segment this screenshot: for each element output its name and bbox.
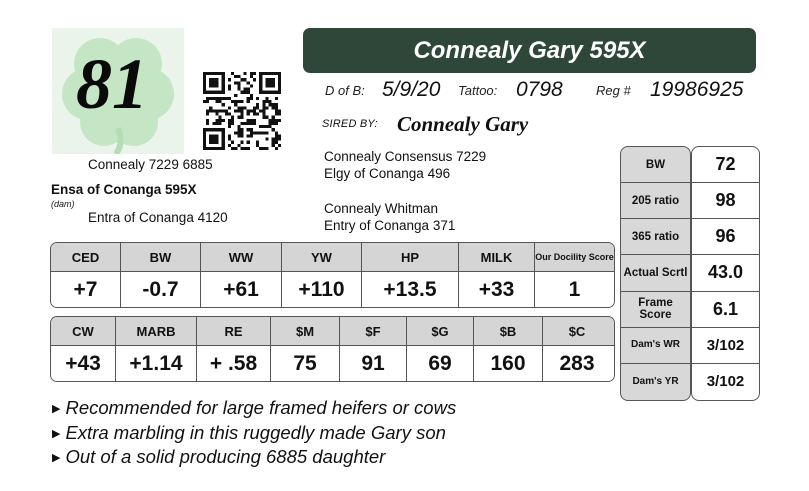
stat-label-scrotal: Actual Scrtl [621, 255, 690, 291]
stat-label-dams-yr: Dam's YR [632, 375, 679, 387]
lot-number: 81 [76, 44, 148, 124]
epd-value-re: + .58 [197, 346, 271, 381]
pedigree-dam-sire: Connealy 7229 6885 [88, 157, 213, 172]
epd-header-bw: BW [121, 243, 201, 271]
epd-header-dollar-c: $C [568, 323, 586, 339]
epd-value-milk: +33 [459, 272, 535, 307]
epd-value-docility: 1 [568, 277, 581, 301]
stat-value-dams-wr: 3/102 [692, 328, 759, 364]
stat-label-365-ratio: 365 ratio [621, 219, 690, 255]
stat-value-frame-score: 6.1 [692, 292, 759, 328]
epd-table-carcass [50, 316, 615, 382]
comment-text: Recommended for large framed heifers or cows [65, 397, 457, 418]
pedigree-sire-dam: Elgy of Conanga 496 [324, 166, 451, 181]
comment-text: Extra marbling in this ruggedly made Gary son [65, 422, 446, 443]
epd-value-hp: +13.5 [362, 272, 459, 307]
stat-value-205-ratio: 98 [692, 183, 759, 219]
epd-value-row [51, 346, 614, 381]
pedigree-sire-dam-sire: Connealy Whitman [324, 201, 439, 216]
epd-header-hp: HP [362, 243, 459, 271]
comment-bullet [52, 397, 456, 419]
stat-value-dams-yr: 3/102 [706, 373, 745, 391]
triangle-bullet-icon: ▶ [52, 452, 61, 464]
epd-header-marb: MARB [116, 317, 197, 345]
comment-bullet [52, 446, 385, 468]
epd-table-growth [50, 242, 615, 308]
epd-header-dollar-b: $B [474, 317, 543, 345]
registration-value: 19986925 [650, 78, 744, 101]
stat-label-bw: BW [621, 147, 690, 183]
stat-value-bw: 72 [692, 147, 759, 183]
birth-date-label: D of B: [325, 83, 365, 98]
pedigree-dam-caption: (dam) [51, 199, 75, 209]
epd-header-cw: CW [51, 317, 116, 345]
pedigree-dam-dam: Entra of Conanga 4120 [88, 210, 228, 225]
epd-value-bw: -0.7 [121, 272, 201, 307]
tattoo-value: 0798 [516, 78, 563, 101]
epd-header-dollar-m: $M [271, 317, 340, 345]
epd-value-ced: +7 [51, 272, 121, 307]
tattoo-label: Tattoo: [458, 83, 498, 98]
epd-value-ww: +61 [201, 272, 282, 307]
animal-name-banner: Connealy Gary 595X [303, 28, 756, 73]
epd-value-dollar-m: 75 [271, 346, 340, 381]
epd-header-row [51, 243, 614, 272]
stat-label-205-ratio: 205 ratio [621, 183, 690, 219]
epd-value-dollar-b: 160 [474, 346, 543, 381]
epd-header-dollar-f: $F [340, 317, 407, 345]
comment-bullet [52, 422, 446, 444]
pedigree-dam: Ensa of Conanga 595X [51, 182, 197, 197]
epd-header-yw: YW [282, 243, 362, 271]
stat-value-scrotal: 43.0 [692, 255, 759, 291]
epd-value-cw: +43 [51, 346, 116, 381]
epd-header-row [51, 317, 614, 346]
epd-header-dollar-g: $G [407, 317, 474, 345]
stat-value-365-ratio: 96 [692, 219, 759, 255]
epd-header-milk: MILK [459, 243, 535, 271]
epd-header-docility: Our Docility Score [535, 252, 614, 262]
performance-values [691, 146, 760, 401]
epd-value-row [51, 272, 614, 307]
sire-name: Connealy Gary [397, 112, 529, 136]
triangle-bullet-icon: ▶ [52, 403, 61, 415]
birth-date-value: 5/9/20 [382, 78, 441, 101]
pedigree-sire-dam-dam: Entry of Conanga 371 [324, 218, 456, 233]
epd-value-dollar-f: 91 [340, 346, 407, 381]
epd-value-yw: +110 [282, 272, 362, 307]
sired-by-label: SIRED BY: [322, 118, 378, 130]
epd-header-re: RE [197, 317, 271, 345]
epd-value-marb: +1.14 [116, 346, 197, 381]
registration-label: Reg # [596, 83, 631, 98]
stat-label-dams-wr: Dam's WR [621, 328, 690, 364]
epd-value-dollar-g: 69 [407, 346, 474, 381]
stat-label-frame-score: Frame Score [621, 292, 690, 328]
epd-header-ww: WW [201, 243, 282, 271]
performance-labels [620, 146, 691, 401]
comment-text: Out of a solid producing 6885 daughter [65, 446, 386, 467]
epd-value-dollar-c: 283 [559, 351, 595, 375]
pedigree-sire-sire: Connealy Consensus 7229 [324, 149, 487, 164]
epd-header-ced: CED [51, 243, 121, 271]
triangle-bullet-icon: ▶ [52, 428, 61, 440]
qr-code-icon [203, 72, 281, 150]
